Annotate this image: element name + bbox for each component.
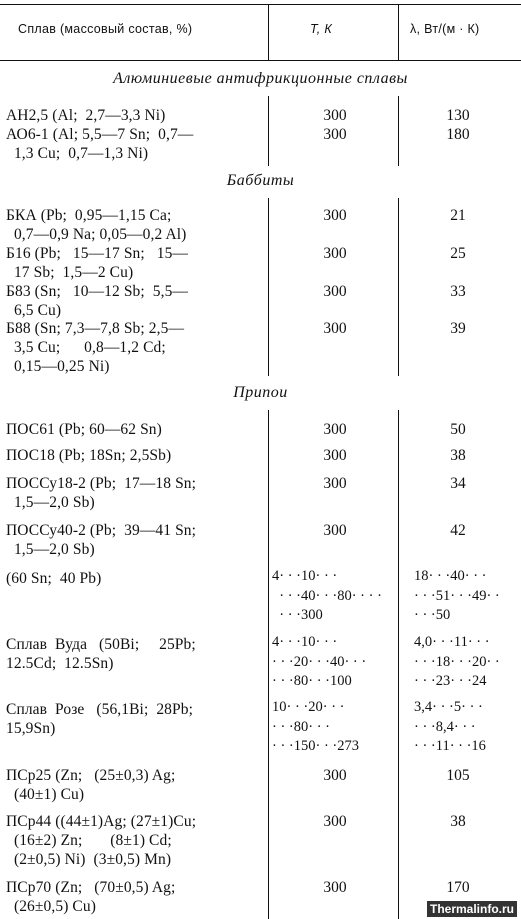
section-title-babbit: Баббиты <box>226 172 295 189</box>
row-conductivity: 38 <box>450 447 466 464</box>
row-temperature: 300 <box>323 522 347 539</box>
row-name: БКА (Pb; 0,95—1,15 Ca; 0,7—0,9 Na; 0,05—0,2 Al) <box>6 207 187 243</box>
row-temperature: 10· · ·20· · · · · ·80· · · · · ·150· · ·273 <box>272 699 359 754</box>
table-top-rule <box>0 4 521 5</box>
row-name: АН2,5 (Al; 2,7—3,3 Ni) <box>6 107 166 124</box>
row-conductivity: 33 <box>450 283 466 300</box>
row-conductivity: 18· · ·40· · · · · ·51· · ·49· · · · ·50 <box>414 568 500 623</box>
row-temperature: 300 <box>323 320 347 337</box>
header-temperature: T, К <box>310 22 333 36</box>
row-conductivity: 39 <box>450 320 466 337</box>
row-name: Б88 (Sn; 7,3—7,8 Sb; 2,5— 3,5 Cu; 0,8—1,2 Cd; 0,15—0,25 Ni) <box>6 320 185 375</box>
row-name: Сплав Розе (56,1Bi; 28Pb; 15,9Sn) <box>6 701 193 737</box>
row-temperature: 300 <box>323 126 347 143</box>
row-conductivity: 34 <box>450 475 466 492</box>
row-name: Сплав Вуда (50Bi; 25Pb; 12.5Cd; 12.5Sn) <box>6 636 196 672</box>
header-divider-2 <box>398 4 399 60</box>
row-name: ПОС61 (Pb; 60—62 Sn) <box>6 421 162 438</box>
row-conductivity: 105 <box>446 767 470 784</box>
section-title-aluminum: Алюминиевые антифрикционные сплавы <box>113 70 408 87</box>
row-name: ПСр25 (Zn; (25±0,3) Ag; (40±1) Cu) <box>6 767 176 803</box>
row-name: Б83 (Sn; 10—12 Sb; 5,5— 6,5 Cu) <box>6 283 189 319</box>
row-temperature: 300 <box>323 283 347 300</box>
row-conductivity: 170 <box>446 879 470 896</box>
row-temperature: 300 <box>323 767 347 784</box>
col-divider-l-aluminum <box>398 96 399 166</box>
row-name: АО6-1 (Al; 5,5—7 Sn; 0,7— 1,3 Cu; 0,7—1,3 Ni) <box>6 126 194 162</box>
col-divider-t-babbit <box>268 198 269 376</box>
row-temperature: 300 <box>323 475 347 492</box>
row-temperature: 300 <box>323 447 347 464</box>
row-name: ПОС18 (Pb; 18Sn; 2,5Sb) <box>6 447 172 464</box>
row-conductivity: 50 <box>450 421 466 438</box>
row-temperature: 300 <box>323 107 347 124</box>
row-name: ПСр44 ((44±1)Ag; (27±1)Cu; (16±2) Zn; (8±1) Cd; (2±0,5) Ni) (3±0,5) Mn) <box>6 813 197 868</box>
row-conductivity: 130 <box>446 107 470 124</box>
row-name: ПОССу18-2 (Pb; 17—18 Sn; 1,5—2,0 Sb) <box>6 475 197 511</box>
row-temperature: 300 <box>323 879 347 896</box>
row-name: (60 Sn; 40 Pb) <box>6 570 102 587</box>
col-divider-l-babbit <box>398 198 399 376</box>
col-divider-t-aluminum <box>268 96 269 166</box>
header-conductivity: λ, Вт/(м · К) <box>410 22 480 36</box>
row-temperature: 300 <box>323 421 347 438</box>
row-temperature: 300 <box>323 245 347 262</box>
col-divider-l-solder <box>398 410 399 919</box>
row-conductivity: 21 <box>450 207 466 224</box>
row-conductivity: 38 <box>450 813 466 830</box>
row-name: ПОССу40-2 (Pb; 39—41 Sn; 1,5—2,0 Sb) <box>6 522 197 558</box>
header-bottom-rule <box>0 60 521 61</box>
row-conductivity: 3,4· · ·5· · · · · ·8,4· · · · · ·11· · ·16 <box>414 699 486 754</box>
header-alloy: Сплав (массовый состав, %) <box>18 22 193 36</box>
col-divider-t-solder <box>268 410 269 919</box>
row-name: Б16 (Pb; 15—17 Sn; 15— 17 Sb; 1,5—2 Cu) <box>6 245 189 281</box>
row-conductivity: 180 <box>446 126 470 143</box>
row-temperature: 4· · ·10· · · · · ·40· · ·80· · · · · · ·300 <box>272 568 382 623</box>
row-conductivity: 25 <box>450 245 466 262</box>
row-conductivity: 4,0· · ·11· · · · · ·18· · ·20· · · · ·23· · ·24 <box>414 634 500 689</box>
row-temperature: 4· · ·10· · · · · ·20· · ·40· · · · · ·80· · ·100 <box>272 634 367 689</box>
header-divider-1 <box>268 4 269 60</box>
row-name: ПСр70 (Zn; (70±0,5) Ag; (26±0,5) Cu) <box>6 879 176 915</box>
row-conductivity: 42 <box>450 522 466 539</box>
row-temperature: 300 <box>323 813 347 830</box>
watermark: Thermalinfo.ru <box>427 901 517 917</box>
section-title-solders: Припои <box>233 384 288 401</box>
row-temperature: 300 <box>323 207 347 224</box>
